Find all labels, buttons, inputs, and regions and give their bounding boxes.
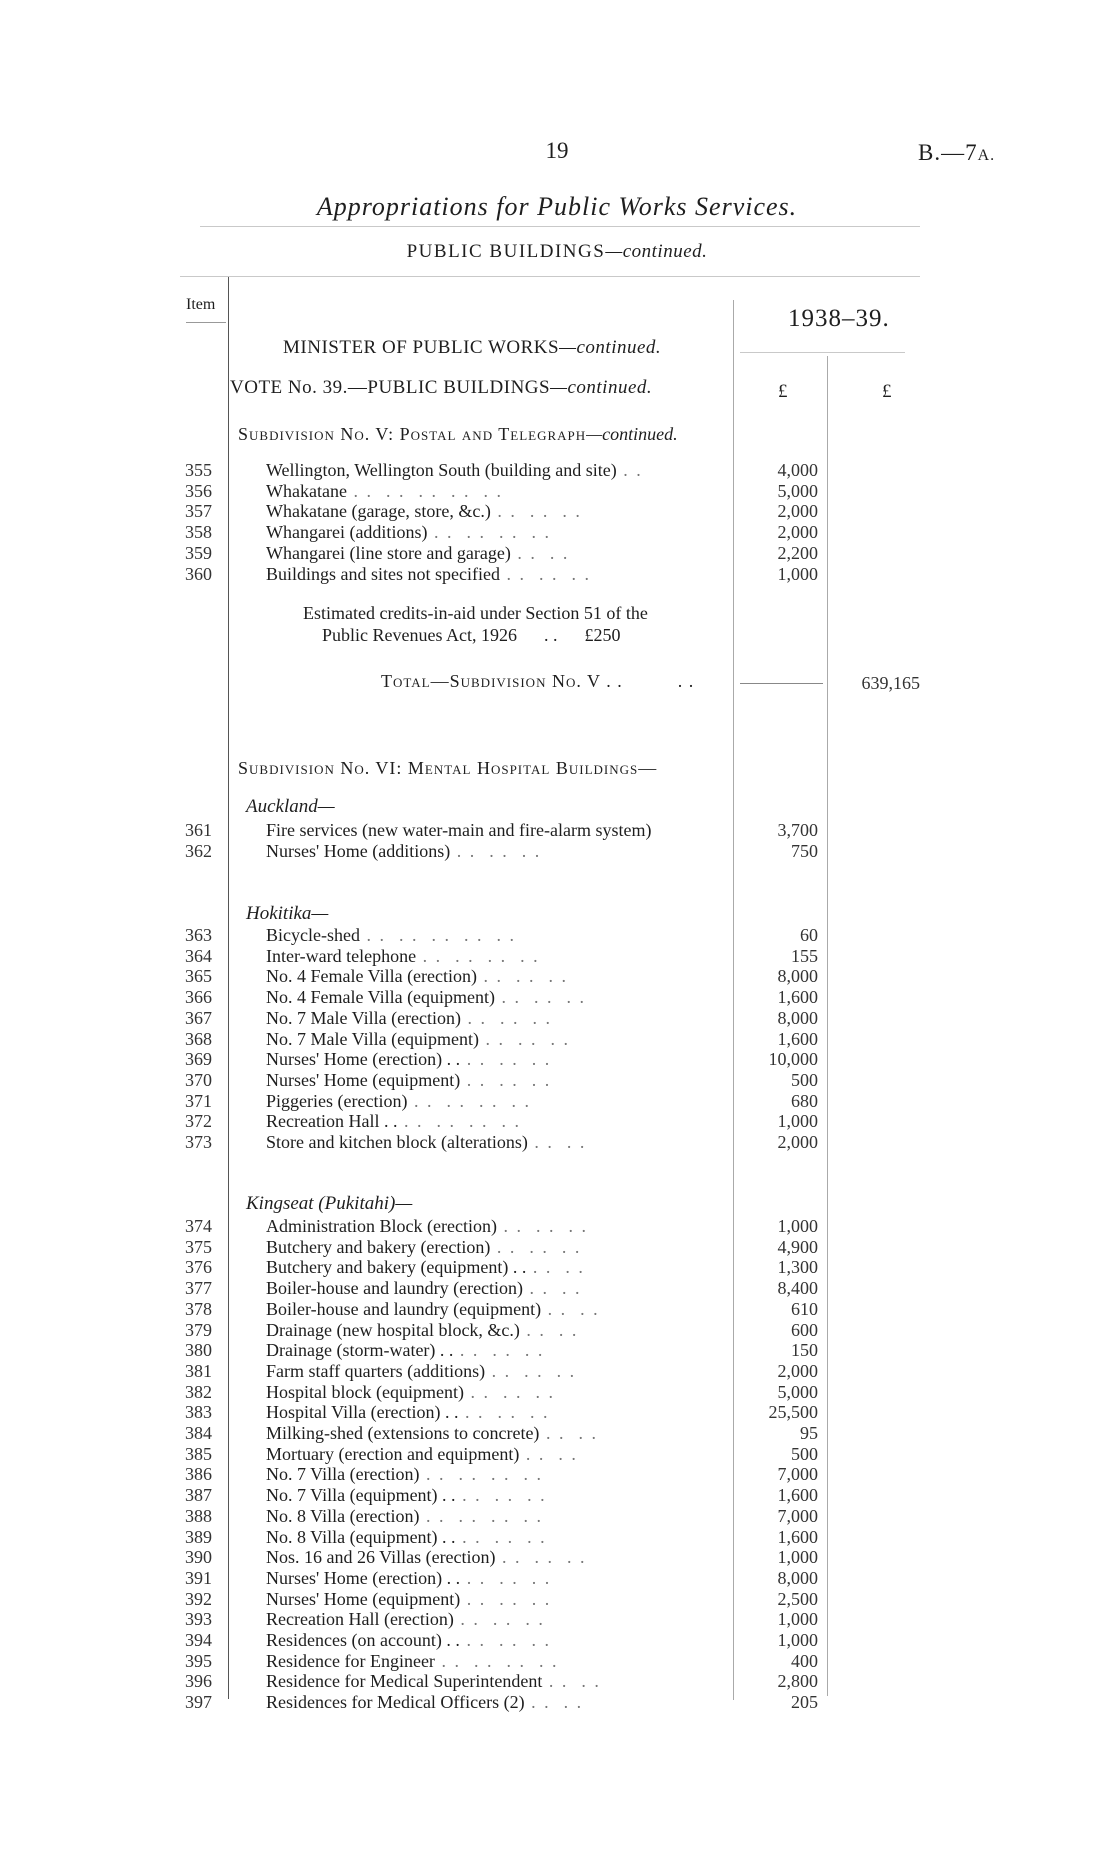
item-description bbox=[266, 564, 591, 585]
leader-dots: . . . . . . bbox=[458, 1402, 550, 1423]
leader-dots: . . . . . . bbox=[490, 1236, 582, 1257]
item-description bbox=[266, 966, 568, 987]
item-description bbox=[266, 1340, 544, 1361]
item-description-text: Store and kitchen block (alterations) bbox=[266, 1132, 528, 1152]
item-description-text: Nurses' Home (erection) . . bbox=[266, 1049, 461, 1070]
item-number: 386 bbox=[185, 1464, 212, 1485]
table-row bbox=[0, 1568, 1114, 1589]
item-number: 381 bbox=[185, 1360, 212, 1381]
leader-dots: . . . . . . bbox=[463, 1381, 555, 1402]
leader-dots: . . . . . . bbox=[460, 1567, 552, 1588]
document-reference-main: B.—7 bbox=[918, 140, 978, 165]
item-number: 382 bbox=[185, 1381, 212, 1402]
currency-header-totals: £ bbox=[882, 381, 892, 402]
leader-dots: . . . . bbox=[510, 542, 570, 563]
table-row bbox=[0, 522, 1114, 543]
item-description bbox=[266, 543, 569, 564]
item-amount: 500 bbox=[791, 1069, 818, 1090]
item-description-text: Whakatane bbox=[266, 480, 347, 501]
item-amount: 8,000 bbox=[777, 966, 818, 987]
table-row bbox=[0, 966, 1114, 987]
leader-dots: . . . . . . bbox=[495, 987, 587, 1008]
item-number: 378 bbox=[185, 1298, 212, 1319]
leader-dots: . . . . bbox=[519, 1319, 579, 1340]
table-row bbox=[0, 1651, 1114, 1672]
item-amount: 1,300 bbox=[777, 1257, 818, 1278]
leader-dots: . . . . bbox=[526, 1257, 585, 1278]
document-reference bbox=[918, 140, 995, 166]
table-row bbox=[0, 1609, 1114, 1630]
item-number: 373 bbox=[185, 1132, 212, 1152]
leader-dots: . . . . . . bbox=[450, 840, 542, 861]
subdivision-vi-heading bbox=[238, 758, 657, 779]
item-amount: 95 bbox=[800, 1423, 818, 1443]
leader-dots: . . . . . . bbox=[453, 1609, 545, 1630]
item-number: 394 bbox=[185, 1630, 212, 1650]
vote-heading-continued: —continued. bbox=[550, 377, 653, 398]
item-amount: 7,000 bbox=[777, 1505, 818, 1526]
item-description-text: Milking-shed (extensions to concrete) bbox=[266, 1423, 540, 1443]
item-number: 379 bbox=[185, 1319, 212, 1340]
item-number: 360 bbox=[185, 563, 212, 584]
table-row bbox=[0, 1008, 1114, 1029]
item-description bbox=[266, 1320, 578, 1341]
item-amount: 1,600 bbox=[777, 987, 818, 1008]
table-row bbox=[0, 1485, 1114, 1506]
subdivision-vi-heading-text: Subdivision No. VI: Mental Hospital Buildings— bbox=[238, 758, 658, 778]
item-description-text: Residences (on account) . . bbox=[266, 1630, 460, 1650]
item-description bbox=[266, 1216, 588, 1237]
item-number: 365 bbox=[185, 966, 212, 987]
item-description-text: Boiler-house and laundry (equipment) bbox=[266, 1298, 542, 1319]
item-amount: 1,000 bbox=[777, 1111, 818, 1132]
leader-dots: . . . . . . . . bbox=[434, 1650, 559, 1671]
leader-dots: . . . . . . bbox=[499, 563, 591, 584]
leader-dots: . . . . . . bbox=[453, 1340, 545, 1361]
table-row bbox=[0, 820, 1114, 841]
leader-dots: . . . . bbox=[523, 1278, 582, 1299]
table-row bbox=[0, 1402, 1114, 1423]
table-row bbox=[0, 925, 1114, 946]
table-row bbox=[0, 1671, 1114, 1692]
item-description bbox=[266, 841, 541, 862]
item-amount: 680 bbox=[791, 1090, 818, 1111]
item-amount: 2,500 bbox=[777, 1588, 818, 1609]
leader-dots: . . . . . . bbox=[477, 966, 569, 987]
leader-dots: . . . . . . . . bbox=[419, 1505, 544, 1526]
item-description-text: No. 4 Female Villa (equipment) bbox=[266, 987, 496, 1008]
table-row bbox=[0, 1111, 1114, 1132]
section-subtitle-continued: —continued. bbox=[605, 241, 708, 262]
document-reference-suffix: A. bbox=[977, 147, 996, 164]
table-row bbox=[0, 1278, 1114, 1299]
item-number: 389 bbox=[185, 1526, 212, 1547]
item-amount: 5,000 bbox=[777, 1381, 818, 1402]
item-amount: 1,000 bbox=[777, 1630, 818, 1650]
item-description bbox=[266, 1444, 578, 1465]
item-description bbox=[266, 501, 582, 522]
table-row bbox=[0, 841, 1114, 862]
item-description bbox=[266, 1008, 552, 1029]
item-amount: 3,700 bbox=[777, 820, 818, 840]
table-row bbox=[0, 1423, 1114, 1444]
item-description-text: Nurses' Home (equipment) bbox=[266, 1588, 461, 1609]
item-number: 371 bbox=[185, 1090, 212, 1111]
table-row bbox=[0, 1361, 1114, 1382]
page-number: 19 bbox=[545, 138, 569, 163]
item-amount: 1,600 bbox=[777, 1028, 818, 1049]
item-description bbox=[266, 1049, 551, 1070]
item-number: 356 bbox=[185, 480, 212, 501]
item-number: 375 bbox=[185, 1236, 212, 1257]
item-description bbox=[266, 1485, 547, 1506]
item-amount: 2,000 bbox=[777, 501, 818, 522]
item-number: 377 bbox=[185, 1278, 212, 1299]
item-amount: 1,000 bbox=[777, 1609, 818, 1630]
item-number: 359 bbox=[185, 542, 212, 563]
leader-dots: . . . . . . bbox=[460, 1588, 552, 1609]
item-description-text: Fire services (new water-main and fire-alarm system) bbox=[266, 820, 652, 840]
item-description-text: Whakatane (garage, store, &c.) bbox=[266, 501, 491, 522]
item-description-text: Drainage (new hospital block, &c.) bbox=[266, 1319, 520, 1340]
item-number: 361 bbox=[185, 820, 212, 840]
leader-dots: . . . . . . bbox=[490, 501, 582, 522]
item-amount: 60 bbox=[800, 925, 818, 945]
item-description bbox=[266, 1257, 585, 1278]
item-amount: 150 bbox=[791, 1340, 818, 1361]
financial-year: 1938–39. bbox=[788, 305, 890, 332]
subdivision-v-heading-continued: —continued. bbox=[586, 424, 678, 444]
item-amount: 155 bbox=[791, 945, 818, 966]
item-description-text: Hospital block (equipment) bbox=[266, 1381, 464, 1402]
year-rule bbox=[740, 352, 905, 353]
table-row bbox=[0, 1216, 1114, 1237]
item-description bbox=[266, 987, 586, 1008]
table-row bbox=[0, 501, 1114, 522]
table-row bbox=[0, 1547, 1114, 1568]
item-description bbox=[266, 1609, 545, 1630]
item-description-text: Nurses' Home (additions) bbox=[266, 840, 451, 861]
item-amount: 4,000 bbox=[777, 460, 818, 480]
subdivision-v-heading bbox=[238, 424, 678, 445]
location-auckland: Auckland— bbox=[246, 796, 335, 817]
item-description bbox=[266, 522, 551, 543]
leader-dots: . . . . bbox=[541, 1298, 600, 1319]
item-amount: 205 bbox=[791, 1692, 818, 1713]
subtotal-rule bbox=[740, 683, 823, 684]
item-number: 372 bbox=[185, 1111, 212, 1132]
minister-heading-main: MINISTER OF PUBLIC WORKS bbox=[283, 337, 560, 358]
leader-dots: . . . . . . . . bbox=[416, 945, 540, 966]
item-amount: 2,000 bbox=[777, 1132, 818, 1152]
item-description-text: Piggeries (erection) bbox=[266, 1090, 408, 1111]
item-description-text: Recreation Hall . . bbox=[266, 1111, 398, 1132]
item-amount: 5,000 bbox=[777, 480, 818, 501]
item-number: 384 bbox=[185, 1423, 212, 1443]
item-description bbox=[266, 1361, 576, 1382]
item-description bbox=[266, 1506, 543, 1527]
item-description-text: Administration Block (erection) bbox=[266, 1216, 497, 1236]
item-description-text: No. 7 Villa (erection) bbox=[266, 1464, 420, 1485]
leader-dots: . . . . . . . . . . bbox=[346, 480, 503, 501]
leader-dots: . . . . bbox=[542, 1671, 601, 1692]
title-rule bbox=[200, 226, 920, 227]
table-top-rule bbox=[180, 276, 920, 277]
item-number: 370 bbox=[185, 1069, 212, 1090]
item-amount: 600 bbox=[791, 1319, 818, 1340]
leader-dots: . . . . bbox=[524, 1692, 584, 1713]
leader-dots: . . . . . . . . bbox=[397, 1111, 521, 1132]
item-number: 368 bbox=[185, 1028, 212, 1049]
item-description bbox=[266, 1630, 551, 1651]
item-description-text: No. 7 Male Villa (erection) bbox=[266, 1007, 462, 1028]
leader-dots: . . . . . . . . . . bbox=[359, 925, 516, 945]
item-description bbox=[266, 1382, 555, 1403]
item-number: 362 bbox=[185, 840, 212, 861]
section-subtitle bbox=[0, 241, 1114, 263]
item-number: 364 bbox=[185, 945, 212, 966]
item-description bbox=[266, 1278, 582, 1299]
table-row bbox=[0, 1506, 1114, 1527]
item-description bbox=[266, 946, 540, 967]
item-amount: 2,000 bbox=[777, 522, 818, 543]
item-description bbox=[266, 1029, 570, 1050]
item-description-text: Hospital Villa (erection) . . bbox=[266, 1402, 459, 1423]
leader-dots: . . . . . . bbox=[460, 1049, 552, 1070]
currency-header-items: £ bbox=[778, 381, 788, 402]
item-description bbox=[266, 1568, 551, 1589]
item-number: 369 bbox=[185, 1049, 212, 1070]
table-row bbox=[0, 481, 1114, 502]
item-description-text: Mortuary (erection and equipment) bbox=[266, 1443, 520, 1464]
table-row bbox=[0, 1382, 1114, 1403]
item-number: 380 bbox=[185, 1340, 212, 1361]
item-description bbox=[266, 925, 516, 946]
item-description bbox=[266, 1070, 551, 1091]
item-description bbox=[266, 1132, 586, 1153]
item-number: 357 bbox=[185, 501, 212, 522]
leader-dots: . . . . . . bbox=[485, 1360, 577, 1381]
page-title: Appropriations for Public Works Services. bbox=[316, 192, 798, 221]
item-description-text: Whangarei (additions) bbox=[266, 522, 428, 543]
table-row bbox=[0, 1589, 1114, 1610]
table-row bbox=[0, 1029, 1114, 1050]
subdivision-v-heading-main: Subdivision No. V: Postal and Telegraph bbox=[238, 424, 587, 444]
item-description bbox=[266, 1527, 547, 1548]
item-amount: 8,400 bbox=[777, 1278, 818, 1299]
item-amount: 1,600 bbox=[777, 1526, 818, 1547]
item-number: 397 bbox=[185, 1692, 212, 1713]
minister-heading-continued: —continued. bbox=[559, 337, 662, 358]
item-amount: 8,000 bbox=[777, 1007, 818, 1028]
item-number: 376 bbox=[185, 1257, 212, 1278]
item-number: 391 bbox=[185, 1567, 212, 1588]
item-number: 392 bbox=[185, 1588, 212, 1609]
table-row bbox=[0, 1132, 1114, 1153]
item-description-text: No. 4 Female Villa (erection) bbox=[266, 966, 478, 987]
table-row bbox=[0, 564, 1114, 585]
table-row bbox=[0, 1237, 1114, 1258]
subdivision-v-total-label: Total—Subdivision No. V . . . . bbox=[381, 671, 695, 691]
section-subtitle-main: PUBLIC BUILDINGS bbox=[406, 241, 606, 262]
item-description-text: Residence for Engineer bbox=[266, 1650, 435, 1671]
item-number: 396 bbox=[185, 1671, 212, 1692]
item-number: 355 bbox=[185, 460, 212, 480]
table-row bbox=[0, 1527, 1114, 1548]
item-amount: 1,000 bbox=[777, 1216, 818, 1236]
table-row bbox=[0, 1692, 1114, 1713]
leader-dots: . . . . . . . . bbox=[407, 1090, 531, 1111]
vote-heading bbox=[230, 377, 652, 399]
item-description-text: Nos. 16 and 26 Villas (erection) bbox=[266, 1547, 496, 1568]
table-row bbox=[0, 946, 1114, 967]
item-column-header: Item bbox=[186, 296, 216, 313]
item-number: 367 bbox=[185, 1007, 212, 1028]
item-description-text: No. 7 Villa (equipment) . . bbox=[266, 1485, 456, 1506]
item-description-text: Butchery and bakery (erection) bbox=[266, 1236, 491, 1257]
table-row bbox=[0, 987, 1114, 1008]
item-description bbox=[266, 1423, 598, 1444]
item-description-text: Nurses' Home (erection) . . bbox=[266, 1567, 461, 1588]
item-number: 374 bbox=[185, 1216, 212, 1236]
item-amount: 2,000 bbox=[777, 1360, 818, 1381]
item-description bbox=[266, 820, 651, 841]
table-row bbox=[0, 1299, 1114, 1320]
vote-heading-main: VOTE No. 39.—PUBLIC BUILDINGS bbox=[230, 377, 551, 398]
item-description-text: Drainage (storm-water) . . bbox=[266, 1340, 454, 1361]
leader-dots: . . . . . . bbox=[460, 1069, 552, 1090]
item-number: 363 bbox=[185, 925, 212, 945]
item-description-text: Boiler-house and laundry (erection) bbox=[266, 1278, 524, 1299]
item-description bbox=[266, 1091, 531, 1112]
leader-dots: . . . . . . bbox=[495, 1547, 587, 1568]
leader-dots: . . . . . . . . bbox=[427, 522, 551, 543]
item-number: 387 bbox=[185, 1485, 212, 1506]
item-description bbox=[266, 1464, 543, 1485]
item-description-text: Farm staff quarters (additions) bbox=[266, 1360, 486, 1381]
minister-heading bbox=[283, 337, 661, 359]
item-description-text: No. 8 Villa (erection) bbox=[266, 1505, 420, 1526]
leader-dots: . . . . . . bbox=[455, 1485, 547, 1506]
location-kingseat: Kingseat (Pukitahi)— bbox=[246, 1193, 413, 1214]
item-amount: 2,800 bbox=[777, 1671, 818, 1692]
item-description bbox=[266, 1671, 601, 1692]
item-amount: 25,500 bbox=[768, 1402, 818, 1423]
item-description-text: Residence for Medical Superintendent bbox=[266, 1671, 543, 1692]
table-row bbox=[0, 543, 1114, 564]
item-number: 385 bbox=[185, 1443, 212, 1464]
item-amount: 400 bbox=[791, 1650, 818, 1671]
item-amount: 7,000 bbox=[777, 1464, 818, 1485]
item-description bbox=[266, 1237, 581, 1258]
table-row bbox=[0, 1049, 1114, 1070]
leader-dots: . . . . . . bbox=[459, 1630, 551, 1650]
item-description bbox=[266, 1692, 583, 1713]
item-amount: 10,000 bbox=[768, 1049, 818, 1070]
leader-dots: . . . . bbox=[527, 1132, 587, 1152]
table-row bbox=[0, 1630, 1114, 1651]
table-row bbox=[0, 1070, 1114, 1091]
item-amount: 2,200 bbox=[777, 542, 818, 563]
item-description-text: Residences for Medical Officers (2) bbox=[266, 1692, 525, 1713]
item-amount: 1,000 bbox=[777, 563, 818, 584]
leader-dots: . . . . . . bbox=[461, 1007, 553, 1028]
credits-note-line-2: Public Revenues Act, 1926 . . £250 bbox=[322, 625, 621, 645]
item-description bbox=[266, 460, 643, 481]
table-row bbox=[0, 460, 1114, 481]
item-description-text: Butchery and bakery (equipment) . . bbox=[266, 1257, 527, 1278]
leader-dots: . . . . . . . . bbox=[419, 1464, 544, 1485]
item-number: 358 bbox=[185, 522, 212, 543]
credits-note-line-1: Estimated credits-in-aid under Section 51 of the bbox=[303, 603, 648, 623]
item-description-text: No. 7 Male Villa (equipment) bbox=[266, 1028, 480, 1049]
leader-dots: . . . . bbox=[539, 1423, 598, 1443]
item-description-text: Wellington, Wellington South (building and site) bbox=[266, 460, 617, 480]
item-amount: 8,000 bbox=[777, 1567, 818, 1588]
item-amount: 1,000 bbox=[777, 1547, 818, 1568]
item-description bbox=[266, 1547, 587, 1568]
item-description bbox=[266, 1589, 551, 1610]
item-description bbox=[266, 1111, 521, 1132]
item-amount: 750 bbox=[791, 840, 818, 861]
table-row bbox=[0, 1320, 1114, 1341]
item-description bbox=[266, 1402, 550, 1423]
table-row bbox=[0, 1464, 1114, 1485]
item-description-text: No. 8 Villa (equipment) . . bbox=[266, 1526, 456, 1547]
item-description-text: Inter-ward telephone bbox=[266, 945, 417, 966]
item-number: 383 bbox=[185, 1402, 212, 1423]
leader-dots: . . . . . . bbox=[455, 1526, 547, 1547]
item-number: 395 bbox=[185, 1650, 212, 1671]
item-amount: 1,600 bbox=[777, 1485, 818, 1506]
item-description bbox=[266, 1651, 558, 1672]
item-description-text: Recreation Hall (erection) bbox=[266, 1609, 454, 1630]
location-hokitika: Hokitika— bbox=[246, 903, 329, 924]
item-description-text: Bicycle-shed bbox=[266, 925, 360, 945]
subdivision-v-total-amount: 639,165 bbox=[861, 673, 920, 693]
item-amount: 610 bbox=[791, 1298, 818, 1319]
leader-dots: . . . . . . bbox=[479, 1028, 571, 1049]
table-row bbox=[0, 1257, 1114, 1278]
item-amount: 4,900 bbox=[777, 1236, 818, 1257]
item-description-text: Nurses' Home (equipment) bbox=[266, 1069, 461, 1090]
item-number: 388 bbox=[185, 1505, 212, 1526]
item-number: 390 bbox=[185, 1547, 212, 1568]
leader-dots: . . . . . . bbox=[496, 1216, 588, 1236]
item-number: 366 bbox=[185, 987, 212, 1008]
item-number: 393 bbox=[185, 1609, 212, 1630]
table-row bbox=[0, 1340, 1114, 1361]
item-description-text: Buildings and sites not specified bbox=[266, 563, 500, 584]
item-amount: 500 bbox=[791, 1443, 818, 1464]
table-row bbox=[0, 1444, 1114, 1465]
leader-dots: . . bbox=[616, 460, 643, 480]
item-description bbox=[266, 1299, 600, 1320]
item-description-text: Whangarei (line store and garage) bbox=[266, 542, 511, 563]
item-header-rule bbox=[186, 322, 226, 323]
table-row bbox=[0, 1091, 1114, 1112]
leader-dots: . . . . bbox=[519, 1443, 578, 1464]
item-description bbox=[266, 481, 503, 502]
